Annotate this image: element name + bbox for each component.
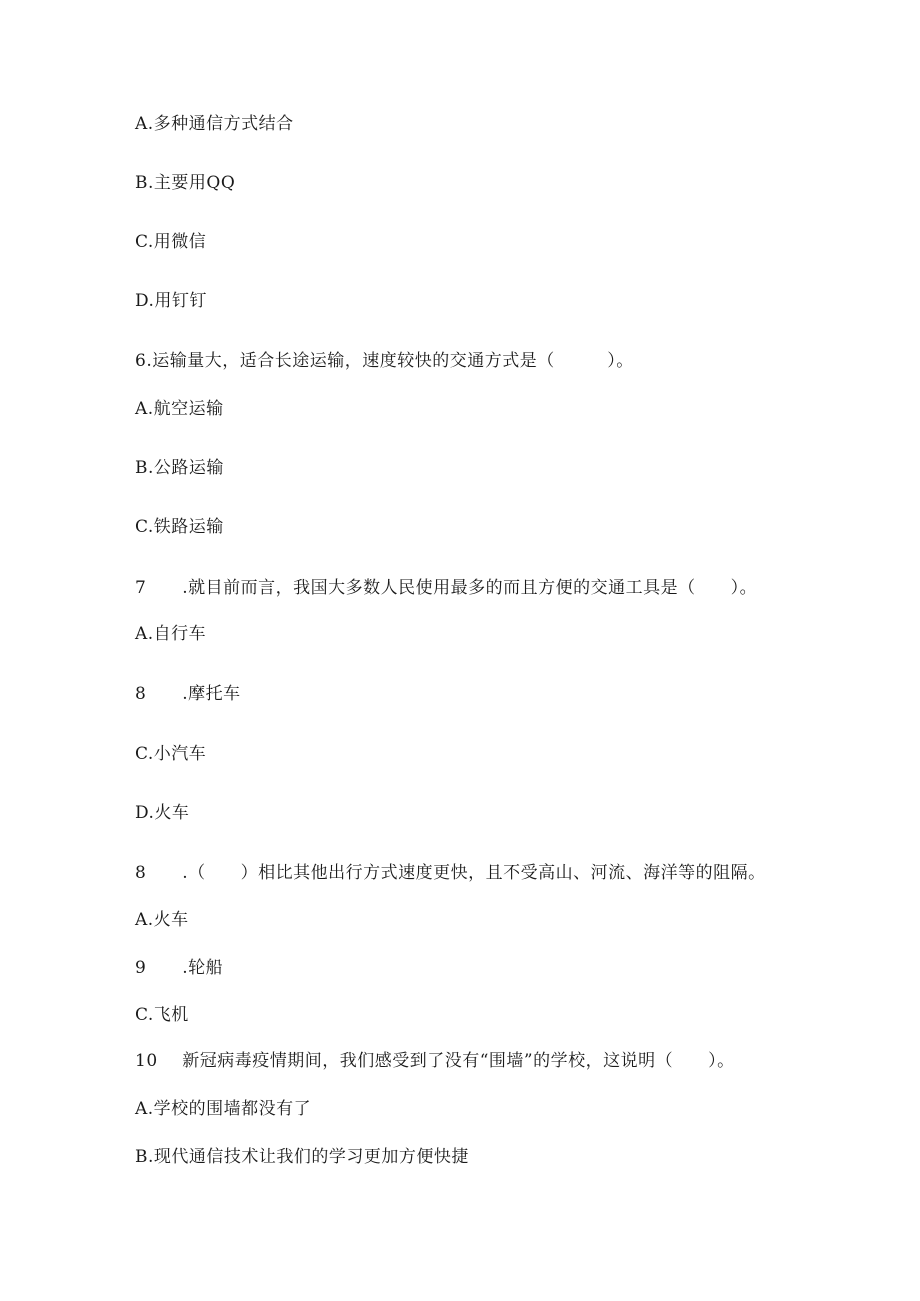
option-c-line: C.小汽车 — [135, 744, 207, 764]
option-c-line: C.铁路运输 — [135, 517, 224, 537]
question-10: 10 新冠病毒疫情期间，我们感受到了没有“围墙”的学校，这说明（ ）。 — [135, 1051, 735, 1071]
option-b-line: 8 .摩托车 — [135, 684, 241, 704]
option-b-line: B.主要用QQ — [135, 173, 236, 193]
question-7: 7 .就目前而言，我国大多数人民使用最多的而且方便的交通工具是（ ）。 — [135, 578, 758, 598]
option-d-line: D.火车 — [135, 803, 190, 823]
option-b-line: B.公路运输 — [135, 458, 224, 478]
option-c-line: C.用微信 — [135, 232, 207, 252]
option-b-line: B.现代通信技术让我们的学习更加方便快捷 — [135, 1147, 469, 1167]
question-6: 6.运输量大，适合长途运输，速度较快的交通方式是（ ）。 — [135, 351, 634, 371]
option-a-line: A.多种通信方式结合 — [135, 114, 294, 134]
option-a-line: A.学校的围墙都没有了 — [135, 1099, 312, 1119]
option-b-line: 9 .轮船 — [135, 958, 224, 978]
option-d-line: D.用钉钉 — [135, 291, 207, 311]
question-8: 8 .（ ）相比其他出行方式速度更快，且不受高山、河流、海洋等的阻隔。 — [135, 863, 766, 883]
option-a-line: A.自行车 — [135, 624, 207, 644]
option-a-line: A.航空运输 — [135, 399, 224, 419]
option-c-line: C.飞机 — [135, 1005, 189, 1025]
option-a-line: A.火车 — [135, 910, 189, 930]
